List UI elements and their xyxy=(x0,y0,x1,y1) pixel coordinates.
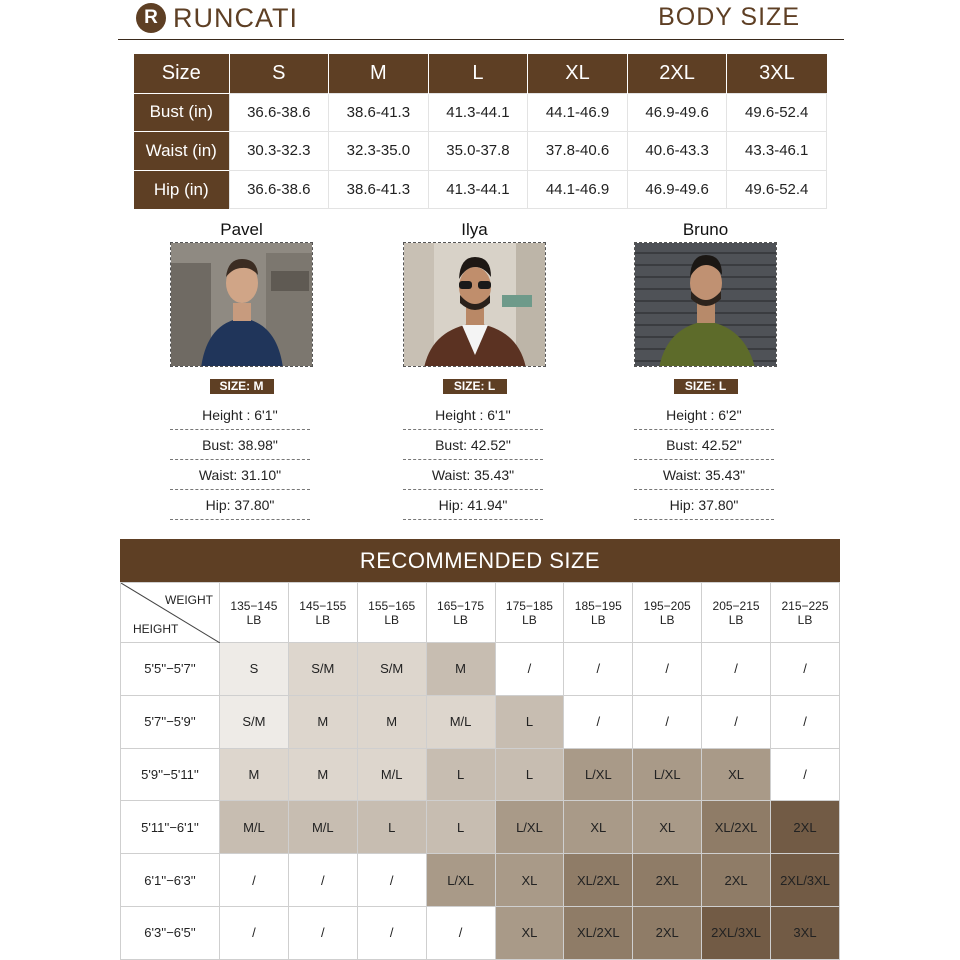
table-cell: 37.8-40.6 xyxy=(528,132,628,171)
table-row xyxy=(121,801,840,854)
model-name: Bruno xyxy=(682,220,729,239)
size-cell: L xyxy=(426,748,495,801)
model-name: Ilya xyxy=(461,220,488,239)
model-photo xyxy=(170,242,313,367)
model-bust: Bust: 42.52" xyxy=(634,430,774,460)
row-label-bust: Bust (in) xyxy=(134,93,229,132)
table-cell: 35.0-37.8 xyxy=(428,132,528,171)
size-col-header: 2XL xyxy=(627,54,727,93)
size-cell: M/L xyxy=(426,695,495,748)
table-row xyxy=(121,748,840,801)
table-cell: 41.3-44.1 xyxy=(428,93,528,132)
size-cell: 2XL xyxy=(633,906,702,959)
weight-col-header: 195−205 LB xyxy=(633,583,702,643)
model-photo xyxy=(403,242,546,367)
size-cell: XL/2XL xyxy=(564,854,633,907)
size-cell: XL xyxy=(633,801,702,854)
table-cell: 41.3-44.1 xyxy=(428,170,528,209)
size-cell: / xyxy=(564,695,633,748)
table-cell: 49.6-52.4 xyxy=(727,93,827,132)
size-col-header: XL xyxy=(528,54,628,93)
weight-col-header: 205−215 LB xyxy=(702,583,771,643)
model-hip: Hip: 37.80" xyxy=(170,490,310,520)
model-card-bruno xyxy=(634,220,777,520)
table-cell: 40.6-43.3 xyxy=(627,132,727,171)
size-cell: M/L xyxy=(220,801,289,854)
size-cell: M xyxy=(288,695,357,748)
size-cell: / xyxy=(495,643,564,696)
row-label-hip: Hip (in) xyxy=(134,170,229,209)
table-cell: 49.6-52.4 xyxy=(727,170,827,209)
model-photo-illustration xyxy=(404,243,546,367)
model-waist: Waist: 35.43" xyxy=(403,460,543,490)
recommended-size-title: RECOMMENDED SIZE xyxy=(120,539,840,582)
weight-height-corner xyxy=(121,583,220,643)
weight-col-header: 135−145 LB xyxy=(220,583,289,643)
size-cell: / xyxy=(288,854,357,907)
height-row-label: 5'5''−5'7'' xyxy=(121,643,220,696)
size-cell: XL xyxy=(702,748,771,801)
size-cell: 2XL/3XL xyxy=(771,854,840,907)
size-cell: M xyxy=(288,748,357,801)
weight-col-header: 165−175 LB xyxy=(426,583,495,643)
size-cell: / xyxy=(702,643,771,696)
weight-col-header: 185−195 LB xyxy=(564,583,633,643)
table-row xyxy=(134,93,827,132)
model-card-ilya xyxy=(403,220,546,520)
table-row xyxy=(134,132,827,171)
height-row-label: 5'9''−5'11'' xyxy=(121,748,220,801)
size-cell: XL xyxy=(564,801,633,854)
model-waist: Waist: 31.10" xyxy=(170,460,310,490)
table-row xyxy=(121,643,840,696)
size-cell: / xyxy=(357,854,426,907)
table-cell: 38.6-41.3 xyxy=(329,93,429,132)
weight-col-header: 145−155 LB xyxy=(288,583,357,643)
table-cell: 43.3-46.1 xyxy=(727,132,827,171)
size-cell: / xyxy=(288,906,357,959)
brand-name: RUNCATI xyxy=(173,2,298,33)
table-cell: 36.6-38.6 xyxy=(229,93,329,132)
size-cell: L/XL xyxy=(495,801,564,854)
model-photo-illustration xyxy=(635,243,777,367)
size-cell: M/L xyxy=(357,748,426,801)
table-row xyxy=(121,906,840,959)
size-cell: / xyxy=(771,643,840,696)
size-col-header: L xyxy=(428,54,528,93)
size-cell: 2XL xyxy=(771,801,840,854)
weight-col-header: 155−165 LB xyxy=(357,583,426,643)
size-cell: / xyxy=(633,643,702,696)
table-row xyxy=(121,854,840,907)
size-cell: L xyxy=(495,748,564,801)
table-cell: 36.6-38.6 xyxy=(229,170,329,209)
size-cell: S xyxy=(220,643,289,696)
size-cell: / xyxy=(564,643,633,696)
size-badge: SIZE: L xyxy=(674,379,738,394)
table-row xyxy=(121,695,840,748)
size-col-header: S xyxy=(229,54,329,93)
size-cell: S/M xyxy=(220,695,289,748)
size-cell: S/M xyxy=(357,643,426,696)
size-cell: L xyxy=(495,695,564,748)
size-cell: L/XL xyxy=(426,854,495,907)
size-col-header: Size xyxy=(134,54,229,93)
logo-icon: R xyxy=(136,3,166,33)
model-bust: Bust: 42.52" xyxy=(403,430,543,460)
table-cell: 44.1-46.9 xyxy=(528,93,628,132)
model-photo-illustration xyxy=(171,243,313,367)
size-cell: / xyxy=(633,695,702,748)
model-card-pavel xyxy=(170,220,313,520)
size-cell: XL xyxy=(495,854,564,907)
model-height: Height : 6'1'' xyxy=(170,400,310,430)
table-cell: 30.3-32.3 xyxy=(229,132,329,171)
table-cell: 44.1-46.9 xyxy=(528,170,628,209)
size-cell: M xyxy=(426,643,495,696)
model-hip: Hip: 37.80" xyxy=(634,490,774,520)
height-row-label: 5'11''−6'1'' xyxy=(121,801,220,854)
size-cell: / xyxy=(771,695,840,748)
weight-header-row xyxy=(121,583,840,643)
size-cell: L xyxy=(426,801,495,854)
height-label: HEIGHT xyxy=(133,622,179,636)
table-cell: 38.6-41.3 xyxy=(329,170,429,209)
model-bust: Bust: 38.98" xyxy=(170,430,310,460)
size-cell: / xyxy=(220,854,289,907)
weight-label: WEIGHT xyxy=(165,593,213,607)
weight-col-header: 175−185 LB xyxy=(495,583,564,643)
size-header-row xyxy=(134,54,827,93)
table-cell: 32.3-35.0 xyxy=(329,132,429,171)
model-waist: Waist: 35.43" xyxy=(634,460,774,490)
size-cell: M/L xyxy=(288,801,357,854)
size-cell: / xyxy=(426,906,495,959)
size-cell: XL/2XL xyxy=(702,801,771,854)
size-col-header: M xyxy=(329,54,429,93)
size-cell: 2XL xyxy=(702,854,771,907)
size-cell: L/XL xyxy=(633,748,702,801)
model-photo xyxy=(634,242,777,367)
model-height: Height : 6'1'' xyxy=(403,400,543,430)
size-cell: XL xyxy=(495,906,564,959)
size-cell: 2XL/3XL xyxy=(702,906,771,959)
size-col-header: 3XL xyxy=(727,54,827,93)
recommended-size-table xyxy=(120,582,840,960)
size-cell: 2XL xyxy=(633,854,702,907)
size-cell: / xyxy=(220,906,289,959)
size-cell: / xyxy=(357,906,426,959)
size-cell: M xyxy=(357,695,426,748)
weight-col-header: 215−225 LB xyxy=(771,583,840,643)
size-cell: / xyxy=(702,695,771,748)
size-cell: XL/2XL xyxy=(564,906,633,959)
height-row-label: 6'1''−6'3'' xyxy=(121,854,220,907)
brand-logo xyxy=(136,2,298,34)
height-row-label: 6'3''−6'5'' xyxy=(121,906,220,959)
size-badge: SIZE: M xyxy=(210,379,274,394)
model-hip: Hip: 41.94" xyxy=(403,490,543,520)
body-size-table xyxy=(134,54,827,209)
table-cell: 46.9-49.6 xyxy=(627,170,727,209)
size-cell: L xyxy=(357,801,426,854)
model-name: Pavel xyxy=(220,220,263,239)
size-cell: L/XL xyxy=(564,748,633,801)
size-cell: M xyxy=(220,748,289,801)
table-cell: 46.9-49.6 xyxy=(627,93,727,132)
size-cell: S/M xyxy=(288,643,357,696)
model-height: Height : 6'2'' xyxy=(634,400,774,430)
row-label-waist: Waist (in) xyxy=(134,132,229,171)
size-badge: SIZE: L xyxy=(443,379,507,394)
table-row xyxy=(134,170,827,209)
page-title: BODY SIZE xyxy=(658,3,800,31)
size-cell: 3XL xyxy=(771,906,840,959)
header xyxy=(118,0,844,40)
size-cell: / xyxy=(771,748,840,801)
height-row-label: 5'7''−5'9'' xyxy=(121,695,220,748)
